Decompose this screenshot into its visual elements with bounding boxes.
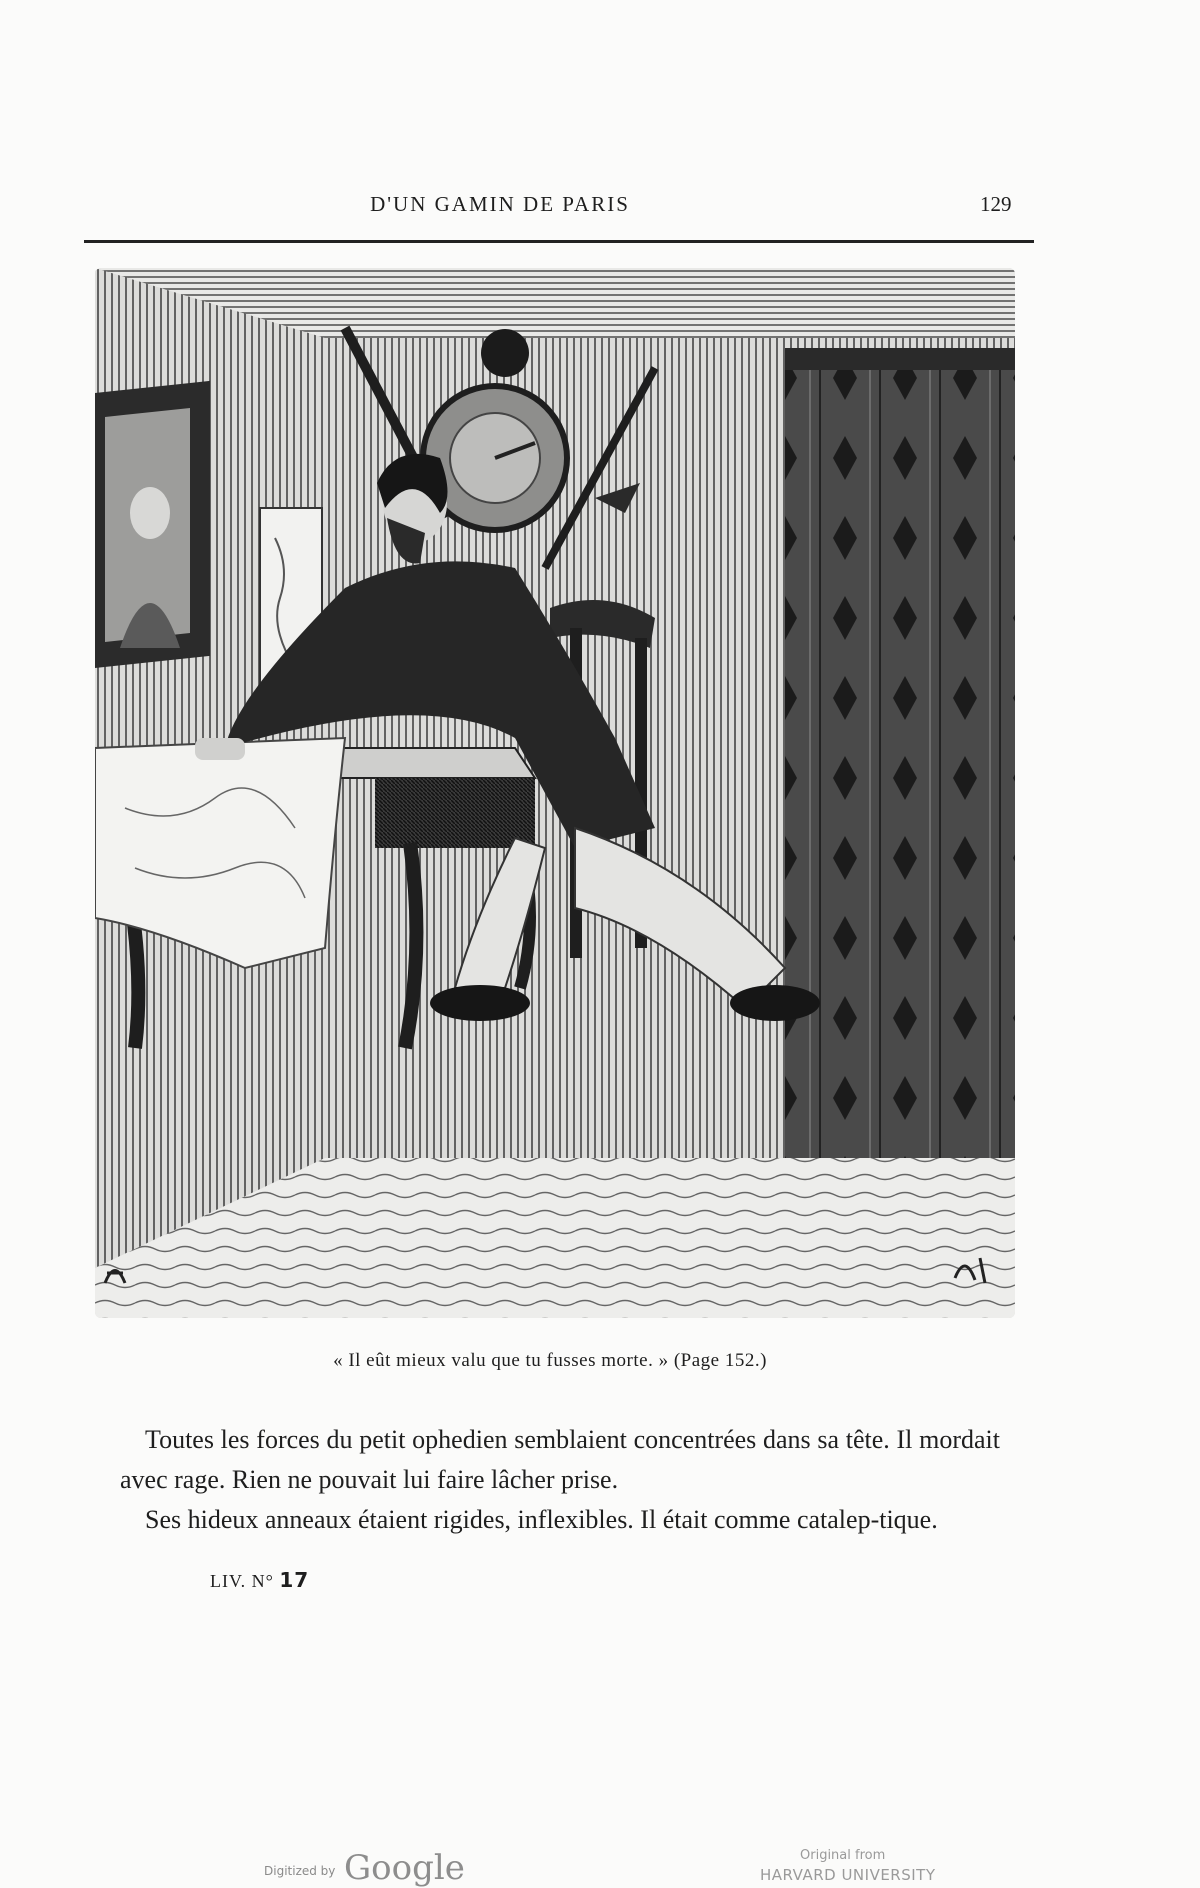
original-from-label: Original from bbox=[800, 1848, 886, 1863]
livraison-marker bbox=[210, 1568, 309, 1592]
illustration-caption: « Il eût mieux valu que tu fusses morte. » (Page 152.) bbox=[333, 1350, 767, 1371]
running-title: D'UN GAMIN DE PARIS bbox=[370, 192, 630, 216]
header-rule bbox=[84, 240, 1034, 243]
body-text bbox=[120, 1420, 1000, 1540]
google-logo-text: Google bbox=[344, 1848, 465, 1888]
livraison-number: 17 bbox=[279, 1568, 310, 1592]
paragraph: Ses hideux anneaux étaient rigides, inflexibles. Il était comme catalep-tique. bbox=[145, 1505, 938, 1534]
paragraph: Toutes les forces du petit ophedien semblaient concentrées dans sa tête. Il mordait avec rage. Rien ne pouvait lui faire lâcher prise. bbox=[120, 1425, 1000, 1494]
engraving-illustration bbox=[95, 268, 1015, 1318]
page-number: 129 bbox=[980, 192, 1012, 216]
livraison-label: LIV. N° bbox=[210, 1571, 274, 1591]
digitized-by-label: Digitized by bbox=[264, 1864, 336, 1878]
institution-label: HARVARD UNIVERSITY bbox=[760, 1866, 936, 1884]
